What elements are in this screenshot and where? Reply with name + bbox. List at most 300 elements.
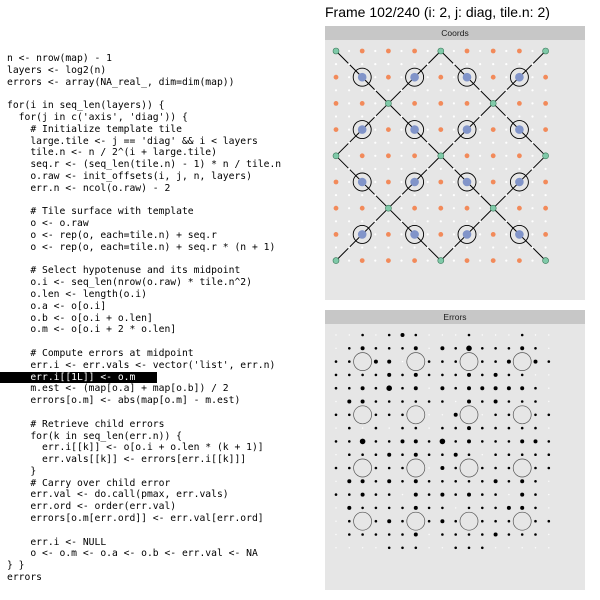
- error-dot: [401, 347, 404, 350]
- error-dot: [508, 494, 509, 495]
- coord-dot: [518, 194, 520, 196]
- error-dot: [454, 480, 457, 483]
- error-dot: [414, 479, 418, 483]
- vertex-node: [438, 48, 444, 54]
- error-dot: [455, 401, 456, 402]
- coord-dot-orange: [517, 49, 522, 54]
- error-dot: [441, 360, 444, 363]
- coord-dot-orange: [360, 258, 365, 263]
- coord-dot: [348, 50, 350, 52]
- coord-dot-orange: [360, 49, 365, 54]
- coord-dot: [348, 207, 350, 209]
- error-dot: [454, 440, 457, 443]
- coord-dot: [427, 115, 429, 117]
- error-dot: [428, 348, 429, 349]
- coord-dot: [505, 260, 507, 262]
- error-dot: [494, 427, 497, 430]
- error-dot: [361, 533, 364, 536]
- coord-dot: [335, 89, 337, 91]
- coord-dot: [361, 194, 363, 196]
- coord-dot: [427, 168, 429, 170]
- error-dot: [534, 439, 538, 443]
- coord-dot: [545, 246, 547, 248]
- coord-dot: [414, 194, 416, 196]
- coord-dot: [492, 246, 494, 248]
- coord-dot: [440, 168, 442, 170]
- error-dot: [467, 400, 471, 404]
- code-line: layers <- log2(n): [7, 64, 107, 76]
- error-dot: [454, 547, 457, 550]
- error-ring: [513, 459, 531, 477]
- error-dot: [388, 334, 391, 337]
- coord-dot: [453, 155, 455, 157]
- error-dot: [467, 493, 471, 497]
- error-dot: [454, 533, 457, 536]
- error-dot: [535, 547, 536, 548]
- code-line: # Compute errors at midpoint: [7, 347, 194, 359]
- error-dot: [361, 400, 365, 404]
- coord-dot: [348, 129, 350, 131]
- error-ring: [460, 512, 478, 530]
- error-dot: [375, 467, 378, 470]
- code-line: err.ord <- order(err.val): [7, 501, 177, 513]
- coord-dot-orange: [543, 101, 548, 106]
- coord-dot: [335, 220, 337, 222]
- error-dot: [548, 547, 549, 548]
- error-dot: [361, 346, 365, 350]
- error-dot: [414, 439, 418, 443]
- error-dot: [361, 507, 364, 510]
- coord-dot-orange: [334, 101, 339, 106]
- error-dot: [388, 414, 391, 417]
- coord-dot: [387, 246, 389, 248]
- coord-dot-orange: [334, 127, 339, 132]
- error-dot: [481, 427, 484, 430]
- coord-dot: [348, 89, 350, 91]
- coord-dot: [505, 76, 507, 78]
- error-dot: [428, 520, 431, 523]
- error-dot: [375, 533, 378, 536]
- coord-dot: [427, 246, 429, 248]
- error-dot: [508, 533, 511, 536]
- error-dot: [548, 494, 549, 495]
- midpoint-dot: [358, 125, 367, 134]
- error-dot: [508, 440, 511, 443]
- error-dot: [388, 493, 391, 496]
- error-dot: [534, 480, 537, 483]
- error-dot: [481, 493, 484, 496]
- error-ring: [513, 512, 531, 530]
- coord-dot: [479, 260, 481, 262]
- error-dot: [335, 427, 336, 428]
- error-dot: [335, 387, 338, 390]
- error-dot: [454, 347, 457, 350]
- error-dot: [401, 333, 405, 337]
- coord-dot-orange: [543, 127, 548, 132]
- coord-dot: [414, 142, 416, 144]
- error-dot: [481, 507, 484, 510]
- error-dot: [387, 479, 391, 483]
- coord-dot: [453, 181, 455, 183]
- coord-dot: [479, 168, 481, 170]
- error-dot: [508, 374, 511, 377]
- error-dot: [388, 440, 391, 443]
- error-dot: [441, 507, 444, 510]
- coord-dot: [400, 89, 402, 91]
- error-dot: [468, 334, 471, 337]
- coord-dot-orange: [386, 232, 391, 237]
- code-line: [7, 195, 319, 207]
- coord-dot: [427, 194, 429, 196]
- coord-dot: [387, 220, 389, 222]
- error-dot: [414, 373, 418, 377]
- code-line: o <- o.m <- o.a <- o.b <- err.val <- NA: [7, 548, 258, 560]
- error-dot: [534, 467, 537, 470]
- coord-dot: [531, 233, 533, 235]
- error-dot: [442, 414, 443, 415]
- error-dot: [494, 507, 497, 510]
- code-line: } }: [7, 560, 25, 572]
- error-dot: [388, 400, 391, 403]
- error-dot: [520, 506, 524, 510]
- code-line: large.tile <- j == 'diag' && i < layers: [7, 135, 258, 147]
- error-dot: [348, 414, 351, 417]
- error-dot: [362, 427, 363, 428]
- coord-dot: [518, 246, 520, 248]
- coord-dot: [505, 129, 507, 131]
- error-dot: [481, 547, 484, 550]
- error-ring: [407, 353, 425, 371]
- error-dot: [401, 427, 404, 430]
- error-dot: [335, 507, 336, 508]
- coord-dot: [374, 260, 376, 262]
- error-dot: [335, 521, 336, 522]
- midpoint-dot: [515, 125, 524, 134]
- coord-dot-orange: [412, 258, 417, 263]
- code-line: n <- nrow(map) - 1: [7, 53, 112, 64]
- error-dot: [508, 400, 511, 403]
- coord-dot: [531, 76, 533, 78]
- coord-dot: [348, 260, 350, 262]
- midpoint-dot: [410, 125, 419, 134]
- error-dot: [428, 534, 429, 535]
- coord-dot-orange: [438, 75, 443, 80]
- error-dot: [482, 334, 483, 335]
- error-dot: [481, 347, 484, 350]
- midpoint-dot: [410, 178, 419, 187]
- coord-dot: [374, 194, 376, 196]
- error-ring: [460, 406, 478, 424]
- coord-dot: [387, 115, 389, 117]
- code-line: o.i <- seq_len(nrow(o.raw) * tile.n^2): [7, 277, 252, 289]
- code-line: m.est <- (map[o.a] + map[o.b]) / 2: [7, 383, 229, 395]
- coord-dot-orange: [412, 49, 417, 54]
- error-dot: [402, 361, 403, 362]
- error-ring: [407, 512, 425, 530]
- coord-dot: [466, 142, 468, 144]
- error-dot: [454, 493, 457, 496]
- error-dot: [520, 493, 524, 497]
- coord-dot: [505, 142, 507, 144]
- coord-dot: [466, 168, 468, 170]
- coord-dot: [374, 63, 376, 65]
- error-dot: [361, 493, 365, 497]
- error-dot: [521, 334, 524, 337]
- coord-dot: [545, 168, 547, 170]
- coords-plot: [325, 40, 585, 300]
- error-dot: [440, 439, 446, 445]
- coord-dot: [387, 168, 389, 170]
- error-dot: [521, 427, 524, 430]
- coord-dot-orange: [517, 101, 522, 106]
- coord-dot: [348, 102, 350, 104]
- error-dot: [415, 547, 418, 550]
- code-line: for(k in seq_len(err.n)) {: [7, 430, 182, 442]
- coord-dot: [453, 207, 455, 209]
- coord-dot: [531, 63, 533, 65]
- coord-dot: [518, 115, 520, 117]
- coord-dot-orange: [491, 49, 496, 54]
- coords-panel: [325, 26, 585, 300]
- error-dot: [548, 534, 549, 535]
- coord-dot: [531, 142, 533, 144]
- code-line: # Select hypotenuse and its midpoint: [7, 265, 241, 277]
- code-line: err.n <- ncol(o.raw) - 2: [7, 182, 171, 194]
- coord-dot: [427, 260, 429, 262]
- vertex-node: [385, 205, 391, 211]
- error-dot: [481, 480, 484, 483]
- error-dot: [534, 507, 537, 510]
- coord-dot: [518, 89, 520, 91]
- error-dot: [375, 480, 378, 483]
- coord-dot-orange: [491, 232, 496, 237]
- error-dot: [548, 427, 549, 428]
- vertex-node: [490, 100, 496, 106]
- coord-dot: [348, 142, 350, 144]
- error-dot: [347, 400, 351, 404]
- coord-dot: [453, 50, 455, 52]
- coords-panel-title: Coords: [325, 26, 585, 40]
- coord-dot-orange: [465, 206, 470, 211]
- error-dot: [481, 520, 484, 523]
- error-ring: [407, 406, 425, 424]
- code-line: o.m <- o[o.i + 2 * o.len]: [7, 324, 177, 336]
- error-dot: [348, 493, 351, 496]
- midpoint-dot: [515, 178, 524, 187]
- midpoint-dot: [358, 178, 367, 187]
- error-dot: [521, 453, 524, 456]
- error-dot: [428, 453, 431, 456]
- error-dot: [508, 520, 511, 523]
- coord-dot-orange: [517, 153, 522, 158]
- coord-dot-orange: [465, 258, 470, 263]
- coord-dot: [492, 63, 494, 65]
- coord-dot: [427, 181, 429, 183]
- error-dot: [375, 334, 376, 335]
- midpoint-dot: [463, 125, 472, 134]
- error-dot: [508, 547, 509, 548]
- code-line-highlighted: err.i[[1L]] <- o.m: [0, 372, 157, 384]
- error-dot: [454, 427, 457, 430]
- coord-dot: [453, 115, 455, 117]
- midpoint-dot: [358, 230, 367, 239]
- vertex-node: [385, 100, 391, 106]
- coord-dot: [531, 181, 533, 183]
- coord-dot: [427, 50, 429, 52]
- coord-dot: [505, 233, 507, 235]
- coord-dot: [440, 220, 442, 222]
- error-dot: [361, 334, 364, 337]
- coord-dot-orange: [517, 206, 522, 211]
- coord-dot: [427, 155, 429, 157]
- coord-dot-orange: [360, 153, 365, 158]
- error-dot: [534, 493, 537, 496]
- error-dot: [508, 467, 511, 470]
- error-dot: [508, 334, 509, 335]
- coord-dot-orange: [386, 180, 391, 185]
- code-line: o.len <- length(o.i): [7, 288, 147, 300]
- error-dot: [401, 547, 404, 550]
- coord-dot: [440, 142, 442, 144]
- error-dot: [362, 547, 363, 548]
- coord-dot: [361, 168, 363, 170]
- error-dot: [335, 348, 336, 349]
- error-ring: [513, 353, 531, 371]
- coord-dot-orange: [517, 258, 522, 263]
- coord-dot: [427, 89, 429, 91]
- coord-dot: [348, 76, 350, 78]
- coord-dot: [374, 50, 376, 52]
- error-dot: [441, 374, 444, 377]
- coord-dot: [479, 142, 481, 144]
- error-dot: [360, 439, 366, 445]
- coord-dot: [453, 63, 455, 65]
- error-dot: [387, 519, 391, 523]
- coord-dot: [466, 63, 468, 65]
- error-dot: [401, 467, 404, 470]
- coord-dot: [453, 168, 455, 170]
- error-dot: [520, 439, 524, 443]
- error-dot: [347, 506, 351, 510]
- coord-dot: [348, 220, 350, 222]
- coord-dot: [531, 89, 533, 91]
- error-dot: [428, 400, 431, 403]
- error-dot: [335, 547, 336, 548]
- error-dot: [508, 414, 511, 417]
- coord-dot: [505, 50, 507, 52]
- error-dot: [494, 467, 497, 470]
- coord-dot-orange: [334, 75, 339, 80]
- error-dot: [494, 533, 498, 537]
- error-dot: [375, 547, 376, 548]
- coord-dot: [440, 63, 442, 65]
- coord-dot: [335, 246, 337, 248]
- coord-dot: [531, 155, 533, 157]
- error-dot: [375, 414, 378, 417]
- coord-dot: [453, 233, 455, 235]
- coord-dot: [400, 233, 402, 235]
- coord-dot: [505, 207, 507, 209]
- coord-dot: [466, 194, 468, 196]
- error-dot: [374, 360, 378, 364]
- coord-dot: [479, 76, 481, 78]
- code-line: errors[o.m[err.ord]] <- err.val[err.ord]: [7, 513, 264, 525]
- coord-dot: [466, 89, 468, 91]
- code-line: err.i <- err.vals <- vector('list', err.n): [7, 359, 276, 371]
- coord-dot-orange: [465, 101, 470, 106]
- coord-dot-orange: [491, 258, 496, 263]
- error-dot: [534, 387, 537, 390]
- code-line: [7, 254, 319, 266]
- error-dot: [375, 440, 378, 443]
- coord-dot-orange: [360, 101, 365, 106]
- coord-dot: [531, 115, 533, 117]
- error-dot: [414, 453, 418, 457]
- error-dot: [454, 413, 458, 417]
- code-line: # Initialize template tile: [7, 123, 182, 135]
- error-dot: [440, 519, 444, 523]
- error-dot: [548, 360, 551, 363]
- error-dot: [428, 507, 431, 510]
- error-dot: [534, 360, 538, 364]
- error-dot: [494, 347, 497, 350]
- coord-dot: [531, 102, 533, 104]
- error-dot: [494, 360, 497, 363]
- error-dot: [454, 520, 457, 523]
- coord-dot: [531, 194, 533, 196]
- coord-dot: [505, 102, 507, 104]
- error-dot: [335, 467, 338, 470]
- error-ring: [354, 512, 372, 530]
- error-dot: [348, 347, 351, 350]
- code-line: err.val <- do.call(pmax, err.vals): [7, 489, 229, 501]
- coord-dot: [505, 63, 507, 65]
- coord-dot: [492, 168, 494, 170]
- error-dot: [401, 520, 404, 523]
- code-line: tile.n <- n / 2^(i + large.tile): [7, 147, 217, 159]
- error-dot: [428, 467, 429, 468]
- error-dot: [375, 347, 378, 350]
- error-dot: [348, 440, 351, 443]
- midpoint-dot: [515, 230, 524, 239]
- error-ring: [460, 459, 478, 477]
- error-dot: [494, 440, 497, 443]
- error-dot: [375, 374, 378, 377]
- error-dot: [494, 414, 497, 417]
- coord-dot: [400, 50, 402, 52]
- coord-dot: [427, 142, 429, 144]
- coord-dot: [505, 220, 507, 222]
- coord-dot: [505, 168, 507, 170]
- error-dot: [401, 439, 405, 443]
- coord-dot: [400, 63, 402, 65]
- coord-dot: [453, 142, 455, 144]
- coord-dot-orange: [491, 153, 496, 158]
- vertex-node: [543, 153, 549, 159]
- coord-dot: [440, 115, 442, 117]
- error-dot: [454, 387, 457, 390]
- coord-dot: [545, 220, 547, 222]
- coord-dot: [387, 63, 389, 65]
- error-dot: [428, 427, 429, 428]
- coord-dot-orange: [334, 206, 339, 211]
- coord-dot: [531, 260, 533, 262]
- coord-dot: [361, 89, 363, 91]
- error-dot: [467, 426, 471, 430]
- coord-dot: [335, 168, 337, 170]
- vertex-node: [438, 153, 444, 159]
- coord-dot: [335, 63, 337, 65]
